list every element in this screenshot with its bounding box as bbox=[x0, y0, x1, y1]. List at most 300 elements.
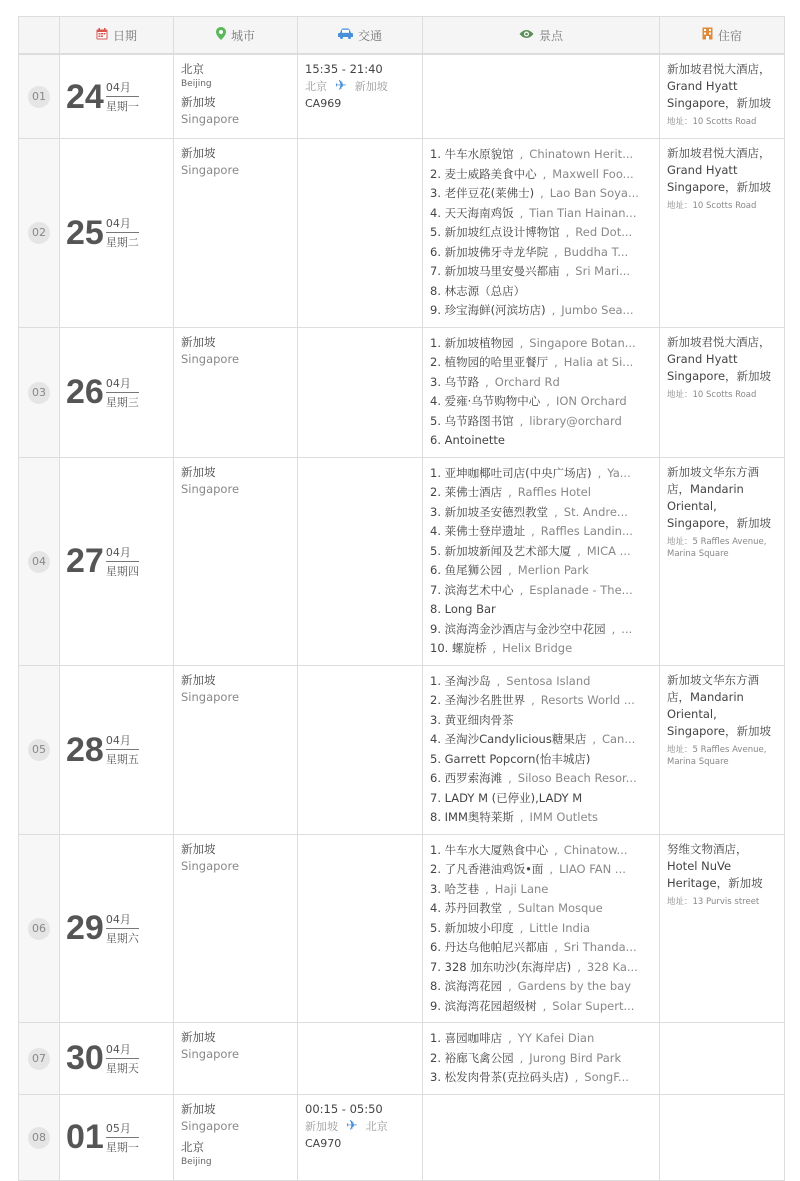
hotel-cell bbox=[660, 327, 785, 457]
city-cell bbox=[174, 327, 298, 457]
day-number: 24 bbox=[66, 77, 104, 116]
spot-name-en: IMM Outlets bbox=[529, 810, 599, 824]
city-name-cn: 北京 bbox=[181, 1139, 204, 1154]
spot-name-cn: 3. 松发肉骨茶(克拉码头店) bbox=[430, 1070, 569, 1084]
spot-name-cn: 3. 黄亚细肉骨茶 bbox=[430, 712, 514, 727]
month-label: 05月 bbox=[106, 1120, 139, 1138]
spot-separator: , bbox=[492, 641, 497, 655]
spot-separator: , bbox=[519, 335, 524, 350]
spot-separator: , bbox=[574, 1070, 579, 1084]
spot-item[interactable] bbox=[430, 431, 652, 451]
header-transport bbox=[298, 17, 423, 55]
hotel-name[interactable]: 新加坡君悦大酒店，Grand Hyatt Singapore，新加坡 bbox=[667, 62, 772, 110]
date-cell bbox=[60, 327, 174, 457]
spot-name-en: Maxwell Foo... bbox=[552, 166, 634, 181]
city-cell bbox=[174, 139, 298, 328]
spot-name-cn: 8. IMM奥特莱斯 bbox=[430, 810, 514, 824]
city-cell bbox=[174, 834, 298, 1023]
spot-item[interactable] bbox=[430, 899, 652, 919]
spot-name-en: Gardens by the bay bbox=[517, 979, 632, 993]
spot-separator: , bbox=[496, 673, 501, 688]
city-name-en: Singapore bbox=[181, 858, 240, 873]
spot-name-en: Helix Bridge bbox=[502, 641, 573, 655]
spot-name-en: Resorts World ... bbox=[540, 693, 635, 707]
spot-name-cn: 6. Antoinette bbox=[430, 433, 505, 447]
header-date-label: 日期 bbox=[112, 28, 137, 43]
table-row bbox=[19, 54, 785, 139]
spot-name-cn: 8. 滨海湾花园 bbox=[430, 979, 503, 993]
spot-name-cn: 2. 莱佛士酒店 bbox=[430, 485, 503, 499]
spot-name-en: Solar Supert... bbox=[552, 998, 635, 1013]
spot-name-cn: 6. 西罗索海滩 bbox=[430, 771, 503, 785]
spot-name-en: 328 Ka... bbox=[586, 959, 638, 974]
spot-name-cn: 4. 苏丹回教堂 bbox=[430, 901, 503, 915]
spot-item[interactable] bbox=[430, 165, 652, 185]
spot-name-en: Red Dot... bbox=[575, 225, 633, 239]
spot-name-cn: 1. 新加坡植物园 bbox=[430, 335, 514, 350]
spot-name-cn: 3. 老伴豆花(莱佛士) bbox=[430, 186, 535, 200]
spot-item[interactable] bbox=[430, 691, 652, 711]
spot-item[interactable] bbox=[430, 204, 652, 224]
date-cell bbox=[60, 457, 174, 665]
city-name-en: Singapore bbox=[181, 1047, 240, 1061]
spot-separator: , bbox=[577, 543, 581, 558]
hotel-cell bbox=[660, 54, 785, 139]
transport-cell bbox=[298, 54, 423, 139]
spot-item[interactable] bbox=[430, 672, 652, 692]
row-index-cell bbox=[19, 834, 60, 1023]
spot-item[interactable] bbox=[430, 301, 652, 321]
spot-name-cn: 7. 滨海艺术中心 bbox=[430, 582, 514, 597]
weekday-label: 星期天 bbox=[105, 1061, 139, 1075]
row-index: 07 bbox=[28, 1048, 50, 1070]
spot-name-en: library@orchard bbox=[529, 413, 622, 428]
spot-name-en: Can... bbox=[601, 732, 636, 746]
flight-time: 15:35 - 21:40 bbox=[305, 62, 383, 76]
spot-name-cn: 9. 滨海湾花园超级树 bbox=[430, 998, 537, 1013]
spot-separator: , bbox=[508, 563, 512, 577]
spot-name-cn: 4. 天天海南鸡饭 bbox=[430, 205, 514, 220]
month-label: 04月 bbox=[106, 215, 139, 233]
spot-name-cn: 1. 牛车水原貌馆 bbox=[430, 147, 514, 161]
table-row bbox=[19, 665, 785, 834]
spots-cell bbox=[423, 1094, 660, 1180]
spot-name-en: ION Orchard bbox=[555, 394, 627, 408]
spot-separator: , bbox=[531, 693, 535, 707]
city-cell bbox=[174, 457, 298, 665]
spot-item[interactable] bbox=[430, 542, 652, 562]
spot-item[interactable] bbox=[430, 373, 652, 393]
weekday-label: 星期一 bbox=[105, 1140, 139, 1154]
city-name-cn: 新加坡 bbox=[181, 1030, 216, 1044]
flight-number: CA970 bbox=[305, 1136, 342, 1150]
city-cell bbox=[174, 1094, 298, 1180]
spot-name-cn: 1. 牛车水大厦熟食中心 bbox=[430, 842, 549, 857]
spot-item[interactable] bbox=[430, 938, 652, 958]
spot-item[interactable] bbox=[430, 958, 652, 978]
spot-name-cn: 9. 珍宝海鲜(河滨坊店) bbox=[430, 303, 546, 317]
spot-separator: , bbox=[519, 205, 524, 220]
spot-item[interactable] bbox=[430, 1029, 652, 1049]
spot-separator: , bbox=[554, 504, 558, 519]
row-index: 03 bbox=[28, 382, 50, 404]
spot-name-cn: 6. 丹达乌他帕尼兴都庙 bbox=[430, 940, 549, 954]
spot-name-en: Chinatow... bbox=[563, 842, 628, 857]
spot-separator: , bbox=[508, 901, 512, 915]
spot-name-en: St. Andre... bbox=[563, 504, 628, 519]
header-hotel bbox=[660, 17, 785, 55]
itinerary-table bbox=[18, 16, 785, 1181]
spot-name-cn: 5. Garrett Popcorn(怡丰城店) bbox=[430, 751, 591, 766]
table-row bbox=[19, 139, 785, 328]
spot-separator: , bbox=[508, 771, 512, 785]
hotel-name[interactable]: 努维文物酒店，Hotel NuVe Heritage，新加坡 bbox=[667, 841, 763, 890]
spot-name-en: SongF... bbox=[584, 1070, 629, 1084]
spots-cell bbox=[423, 1023, 660, 1095]
spot-name-cn: 10. 螺旋桥 bbox=[430, 641, 487, 655]
spots-cell bbox=[423, 327, 660, 457]
spot-name-en: ... bbox=[621, 621, 633, 636]
spot-separator: , bbox=[565, 225, 570, 239]
spot-item[interactable] bbox=[430, 841, 652, 861]
row-index-cell bbox=[19, 327, 60, 457]
city-name-cn: 新加坡 bbox=[181, 841, 216, 856]
hotel-address: 地址：10 Scotts Road bbox=[667, 201, 757, 211]
day-number: 25 bbox=[66, 213, 104, 252]
hotel-cell bbox=[660, 1094, 785, 1180]
hotel-address: 地址：5 Raffles Avenue, Marina Square bbox=[667, 744, 767, 767]
spot-item[interactable] bbox=[430, 880, 652, 900]
spot-name-cn: 2. 圣淘沙名胜世界 bbox=[430, 693, 526, 707]
month-label: 04月 bbox=[106, 1041, 139, 1059]
spot-separator: , bbox=[519, 582, 524, 597]
hotel-address: 地址：13 Purvis street bbox=[667, 896, 760, 907]
day-number: 29 bbox=[66, 909, 104, 948]
spot-name-cn: 2. 麦士威路美食中心 bbox=[430, 166, 537, 181]
city-name-cn: 新加坡 bbox=[181, 334, 216, 349]
spot-item[interactable] bbox=[430, 503, 652, 523]
plane-icon: ✈ bbox=[346, 1117, 358, 1134]
table-row bbox=[19, 1094, 785, 1180]
spot-name-cn: 7. 新加坡马里安曼兴都庙 bbox=[430, 264, 560, 278]
spots-cell bbox=[423, 457, 660, 665]
row-index: 08 bbox=[28, 1127, 50, 1149]
spot-name-en: Buddha T... bbox=[563, 244, 629, 259]
spot-name-cn: 7. LADY M (已停业),LADY M bbox=[430, 790, 583, 805]
spot-name-en: Little India bbox=[529, 920, 591, 935]
hotel-address: 地址：10 Scotts Road bbox=[667, 117, 757, 127]
spot-name-cn: 9. 滨海湾金沙酒店与金沙空中花园 bbox=[430, 621, 606, 636]
city-name-en: Singapore bbox=[181, 689, 240, 704]
spot-separator: , bbox=[546, 394, 550, 408]
spot-separator: , bbox=[508, 1031, 512, 1045]
spot-name-en: Singapore Botan... bbox=[529, 335, 636, 350]
spot-item[interactable] bbox=[430, 184, 652, 204]
transport-cell bbox=[298, 457, 423, 665]
day-number: 30 bbox=[66, 1039, 104, 1078]
spot-separator: , bbox=[508, 485, 512, 499]
date-cell bbox=[60, 139, 174, 328]
hotel-name[interactable]: 新加坡文华东方酒店，Mandarin Oriental, Singapore，新加坡 bbox=[667, 464, 772, 530]
route-to: 新加坡 bbox=[354, 80, 388, 93]
hotel-name[interactable]: 新加坡君悦大酒店，Grand Hyatt Singapore，新加坡 bbox=[667, 334, 772, 383]
spot-separator: , bbox=[485, 881, 489, 896]
spot-name-en: Chinatown Herit... bbox=[529, 147, 634, 161]
city-cell bbox=[174, 54, 298, 139]
header-transport-label: 交通 bbox=[357, 28, 382, 43]
spots-cell bbox=[423, 665, 660, 834]
row-index: 02 bbox=[28, 222, 50, 244]
day-number: 26 bbox=[66, 373, 104, 411]
row-index-cell bbox=[19, 665, 60, 834]
spot-name-cn: 2. 植物园的哈里亚餐厅 bbox=[430, 355, 549, 369]
flight-number: CA969 bbox=[305, 97, 342, 110]
itinerary-container bbox=[18, 16, 784, 1181]
header-city bbox=[174, 17, 298, 55]
hotel-address: 地址：10 Scotts Road bbox=[667, 389, 757, 400]
hotel-cell bbox=[660, 139, 785, 328]
spots-cell bbox=[423, 834, 660, 1023]
weekday-label: 星期四 bbox=[105, 564, 139, 578]
city-name-cn: 新加坡 bbox=[181, 1101, 216, 1116]
spot-item[interactable] bbox=[430, 522, 652, 542]
spot-separator: , bbox=[542, 166, 547, 181]
weekday-label: 星期三 bbox=[105, 395, 139, 409]
spot-item[interactable] bbox=[430, 483, 652, 503]
flight-route bbox=[305, 1118, 415, 1135]
spot-separator: , bbox=[519, 147, 524, 161]
spot-name-cn: 5. 乌节路图书馆 bbox=[430, 413, 514, 428]
row-index-cell bbox=[19, 139, 60, 328]
date-cell bbox=[60, 834, 174, 1023]
spot-name-en: Sri Thanda... bbox=[563, 940, 637, 954]
spot-item[interactable] bbox=[430, 730, 652, 750]
hotel-cell bbox=[660, 1023, 785, 1095]
spot-name-en: Haji Lane bbox=[494, 881, 549, 896]
spot-name-cn: 8. 林志源（总店） bbox=[430, 283, 526, 298]
spot-name-en: Orchard Rd bbox=[494, 374, 560, 389]
spot-separator: , bbox=[519, 1050, 524, 1065]
month-label: 04月 bbox=[106, 79, 139, 97]
spot-name-cn: 5. 新加坡红点设计博物馆 bbox=[430, 225, 560, 239]
spot-item[interactable] bbox=[430, 860, 652, 880]
day-number: 27 bbox=[66, 542, 104, 580]
spot-separator: , bbox=[531, 524, 535, 538]
spot-item[interactable] bbox=[430, 262, 652, 282]
row-index: 04 bbox=[28, 551, 50, 573]
spot-name-en: MICA ... bbox=[586, 543, 631, 558]
spot-separator: , bbox=[597, 465, 602, 480]
spot-name-cn: 2. 裕廊飞禽公园 bbox=[430, 1050, 514, 1065]
spot-name-cn: 8. Long Bar bbox=[430, 602, 496, 616]
spot-separator: , bbox=[519, 920, 524, 935]
spot-name-cn: 5. 新加坡新闻及艺术部大厦 bbox=[430, 543, 572, 558]
spot-item[interactable] bbox=[430, 243, 652, 263]
spot-separator: , bbox=[542, 998, 547, 1013]
month-label: 04月 bbox=[106, 911, 139, 929]
hotel-address: 地址：5 Raffles Avenue, Marina Square bbox=[667, 536, 767, 559]
spot-separator: , bbox=[611, 621, 616, 636]
spot-separator: , bbox=[551, 303, 556, 317]
transport-cell bbox=[298, 1023, 423, 1095]
spot-name-en: Lao Ban Soya... bbox=[549, 186, 639, 200]
spot-item[interactable] bbox=[430, 769, 652, 789]
spots-cell bbox=[423, 139, 660, 328]
spot-name-cn: 7. 328 加东叻沙(东海岸店) bbox=[430, 959, 572, 974]
date-cell bbox=[60, 665, 174, 834]
spot-name-en: Merlion Park bbox=[517, 563, 589, 577]
spot-name-en: Halia at Si... bbox=[563, 355, 634, 369]
city-name-en: Singapore bbox=[181, 163, 240, 177]
spot-separator: , bbox=[554, 355, 558, 369]
spot-name-cn: 6. 鱼尾狮公园 bbox=[430, 563, 503, 577]
spot-item[interactable] bbox=[430, 561, 652, 581]
spot-name-cn: 4. 圣淘沙Candylicious糖果店 bbox=[430, 732, 587, 746]
spot-item[interactable] bbox=[430, 620, 652, 640]
date-cell bbox=[60, 1094, 174, 1180]
spot-separator: , bbox=[508, 979, 512, 993]
spot-name-cn: 3. 哈芝巷 bbox=[430, 881, 480, 896]
spot-item[interactable] bbox=[430, 353, 652, 373]
weekday-label: 星期一 bbox=[105, 100, 139, 113]
header-spots bbox=[423, 17, 660, 55]
flight-time: 00:15 - 05:50 bbox=[305, 1101, 383, 1116]
city-name-en: Beijing bbox=[181, 1156, 212, 1167]
spot-name-en: Raffles Landin... bbox=[540, 524, 633, 538]
spot-item[interactable] bbox=[430, 412, 652, 432]
route-from: 北京 bbox=[305, 80, 327, 93]
spot-separator: , bbox=[519, 810, 524, 824]
spot-item[interactable] bbox=[430, 997, 652, 1017]
hotel-name[interactable]: 新加坡君悦大酒店，Grand Hyatt Singapore，新加坡 bbox=[667, 146, 772, 194]
table-row bbox=[19, 327, 785, 457]
map-pin-icon bbox=[216, 27, 226, 43]
row-index-cell bbox=[19, 1094, 60, 1180]
spot-item[interactable] bbox=[430, 1068, 652, 1088]
table-row bbox=[19, 457, 785, 665]
city-name-cn: 新加坡 bbox=[181, 464, 216, 479]
spot-item[interactable] bbox=[430, 750, 652, 770]
hotel-name[interactable]: 新加坡文华东方酒店，Mandarin Oriental, Singapore，新加坡 bbox=[667, 672, 772, 738]
spot-item[interactable] bbox=[430, 919, 652, 939]
spot-name-en: LIAO FAN ... bbox=[559, 862, 626, 876]
city-name-cn: 新加坡 bbox=[181, 95, 216, 109]
car-icon bbox=[338, 28, 353, 42]
spot-item[interactable] bbox=[430, 223, 652, 243]
spot-separator: , bbox=[540, 186, 544, 200]
transport-cell bbox=[298, 327, 423, 457]
hotel-icon bbox=[702, 27, 713, 43]
spot-name-cn: 3. 乌节路 bbox=[430, 374, 480, 389]
spot-name-en: Sentosa Island bbox=[506, 673, 591, 688]
transport-cell bbox=[298, 834, 423, 1023]
date-cell bbox=[60, 54, 174, 139]
row-index-cell bbox=[19, 457, 60, 665]
spot-name-cn: 4. 爱雍·乌节购物中心 bbox=[430, 394, 541, 408]
city-cell bbox=[174, 665, 298, 834]
spot-item[interactable] bbox=[430, 977, 652, 997]
spot-name-cn: 3. 新加坡圣安德烈教堂 bbox=[430, 504, 549, 519]
calendar-icon bbox=[96, 28, 108, 43]
spot-item[interactable] bbox=[430, 808, 652, 828]
spot-name-en: Raffles Hotel bbox=[517, 485, 591, 499]
route-from: 新加坡 bbox=[305, 1119, 338, 1133]
spot-item[interactable] bbox=[430, 334, 652, 354]
spot-name-en: Sri Mari... bbox=[575, 264, 631, 278]
spot-separator: , bbox=[565, 264, 570, 278]
spot-separator: , bbox=[549, 862, 554, 876]
plane-icon: ✈ bbox=[335, 78, 347, 94]
spot-item[interactable] bbox=[430, 789, 652, 809]
row-index: 01 bbox=[28, 86, 50, 108]
spot-separator: , bbox=[554, 842, 558, 857]
spot-name-en: Tian Tian Hainan... bbox=[529, 205, 637, 220]
route-to: 北京 bbox=[365, 1119, 388, 1133]
spot-item[interactable] bbox=[430, 711, 652, 731]
spot-item[interactable] bbox=[430, 145, 652, 165]
transport-cell bbox=[298, 1094, 423, 1180]
spot-name-cn: 1. 圣淘沙岛 bbox=[430, 673, 491, 688]
day-number: 01 bbox=[66, 1118, 104, 1156]
row-index: 06 bbox=[28, 918, 50, 940]
date-cell bbox=[60, 1023, 174, 1095]
spot-item[interactable] bbox=[430, 600, 652, 620]
spot-separator: , bbox=[519, 413, 524, 428]
city-name-en: Singapore bbox=[181, 1118, 240, 1133]
spot-name-en: Esplanade - The... bbox=[529, 582, 633, 597]
spot-name-en: Ya... bbox=[607, 465, 631, 480]
header-index bbox=[19, 17, 60, 55]
spot-item[interactable] bbox=[430, 639, 652, 659]
city-name-en: Singapore bbox=[181, 112, 240, 126]
month-label: 04月 bbox=[106, 544, 139, 562]
spot-name-cn: 6. 新加坡佛牙寺龙华院 bbox=[430, 244, 549, 259]
eye-icon bbox=[519, 28, 534, 42]
spot-item[interactable] bbox=[430, 581, 652, 601]
spot-separator: , bbox=[592, 732, 596, 746]
table-body bbox=[19, 54, 785, 1180]
transport-cell bbox=[298, 665, 423, 834]
spot-name-en: Jumbo Sea... bbox=[561, 303, 634, 317]
city-cell bbox=[174, 1023, 298, 1095]
spot-name-en: Jurong Bird Park bbox=[529, 1050, 622, 1065]
flight-route bbox=[305, 78, 415, 95]
spot-name-cn: 4. 莱佛士登岸遗址 bbox=[430, 524, 526, 538]
row-index: 05 bbox=[28, 739, 50, 761]
city-name-cn: 新加坡 bbox=[181, 146, 216, 160]
spot-item[interactable] bbox=[430, 282, 652, 302]
weekday-label: 星期六 bbox=[105, 931, 139, 945]
spot-separator: , bbox=[485, 374, 489, 389]
spot-item[interactable] bbox=[430, 464, 652, 484]
header-hotel-label: 住宿 bbox=[717, 28, 742, 43]
spot-separator: , bbox=[554, 940, 558, 954]
month-label: 04月 bbox=[106, 375, 139, 393]
spot-item[interactable] bbox=[430, 392, 652, 412]
month-label: 04月 bbox=[106, 732, 139, 750]
hotel-cell bbox=[660, 665, 785, 834]
spot-item[interactable] bbox=[430, 1049, 652, 1069]
hotel-cell bbox=[660, 834, 785, 1023]
spot-separator: , bbox=[577, 959, 581, 974]
day-number: 28 bbox=[66, 730, 104, 769]
spot-name-cn: 1. 亚坤咖椰吐司店(中央广场店) bbox=[430, 465, 592, 480]
city-name-en: Singapore bbox=[181, 481, 240, 496]
hotel-cell bbox=[660, 457, 785, 665]
city-name-en: Singapore bbox=[181, 351, 240, 366]
spot-name-en: Siloso Beach Resor... bbox=[517, 771, 637, 785]
row-index-cell bbox=[19, 1023, 60, 1095]
